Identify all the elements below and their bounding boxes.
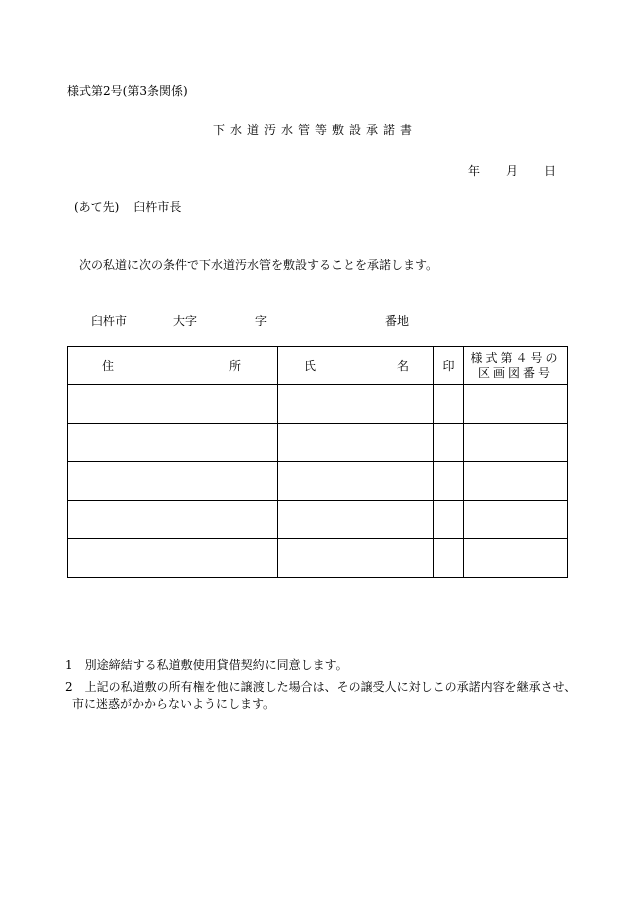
map-number-cell[interactable] [464, 462, 568, 501]
date-year: 年 [468, 164, 481, 178]
addressee-label: (あて先) [74, 200, 120, 214]
address-aza: 字 [255, 314, 268, 328]
header-name: 氏 名 [278, 347, 434, 385]
addressee [74, 198, 181, 215]
name-cell[interactable] [278, 539, 434, 578]
address-city: 臼杵市 [91, 314, 128, 328]
address-cell[interactable] [68, 539, 278, 578]
map-number-cell[interactable] [464, 500, 568, 539]
table-header-row [68, 347, 568, 385]
map-number-cell[interactable] [464, 423, 568, 462]
header-address: 住 所 [68, 347, 278, 385]
table-row [68, 539, 568, 578]
seal-cell[interactable] [434, 423, 464, 462]
document-title: 下水道汚水管等敷設承諾書 [212, 123, 417, 137]
name-cell[interactable] [278, 462, 434, 501]
body-text: 次の私道に次の条件で下水道汚水管を敷設することを承諾します。 [79, 258, 439, 272]
addressee-name: 臼杵市長 [133, 200, 182, 214]
header-seal: 印 [434, 347, 464, 385]
seal-cell[interactable] [434, 500, 464, 539]
note-2: 2 上記の私道敷の所有権を他に譲渡した場合は、その譲受人に対しこの承諾内容を継承させ、 [65, 680, 577, 694]
header-map-number: 様式第４号の 区画図番号 [464, 347, 568, 385]
name-cell[interactable] [278, 385, 434, 424]
form-number: 様式第2号(第3条関係) [67, 84, 188, 98]
table-row [68, 462, 568, 501]
name-cell[interactable] [278, 500, 434, 539]
address-oaza: 大字 [173, 314, 198, 328]
date-day: 日 [544, 164, 557, 178]
seal-cell[interactable] [434, 462, 464, 501]
address-cell[interactable] [68, 462, 278, 501]
seal-cell[interactable] [434, 539, 464, 578]
address-cell[interactable] [68, 423, 278, 462]
address-banchi: 番地 [385, 314, 410, 328]
map-number-cell[interactable] [464, 385, 568, 424]
table-row [68, 385, 568, 424]
consent-table [67, 346, 568, 578]
date-month: 月 [506, 164, 519, 178]
address-cell[interactable] [68, 385, 278, 424]
table-row [68, 423, 568, 462]
date-line [468, 162, 556, 179]
map-number-cell[interactable] [464, 539, 568, 578]
note-2-continued: 市に迷惑がかからないようにします。 [72, 697, 276, 711]
table-row [68, 500, 568, 539]
address-line [91, 312, 409, 329]
note-1: 1 別途締結する私道敷使用貸借契約に同意します。 [65, 658, 348, 672]
name-cell[interactable] [278, 423, 434, 462]
address-cell[interactable] [68, 500, 278, 539]
seal-cell[interactable] [434, 385, 464, 424]
